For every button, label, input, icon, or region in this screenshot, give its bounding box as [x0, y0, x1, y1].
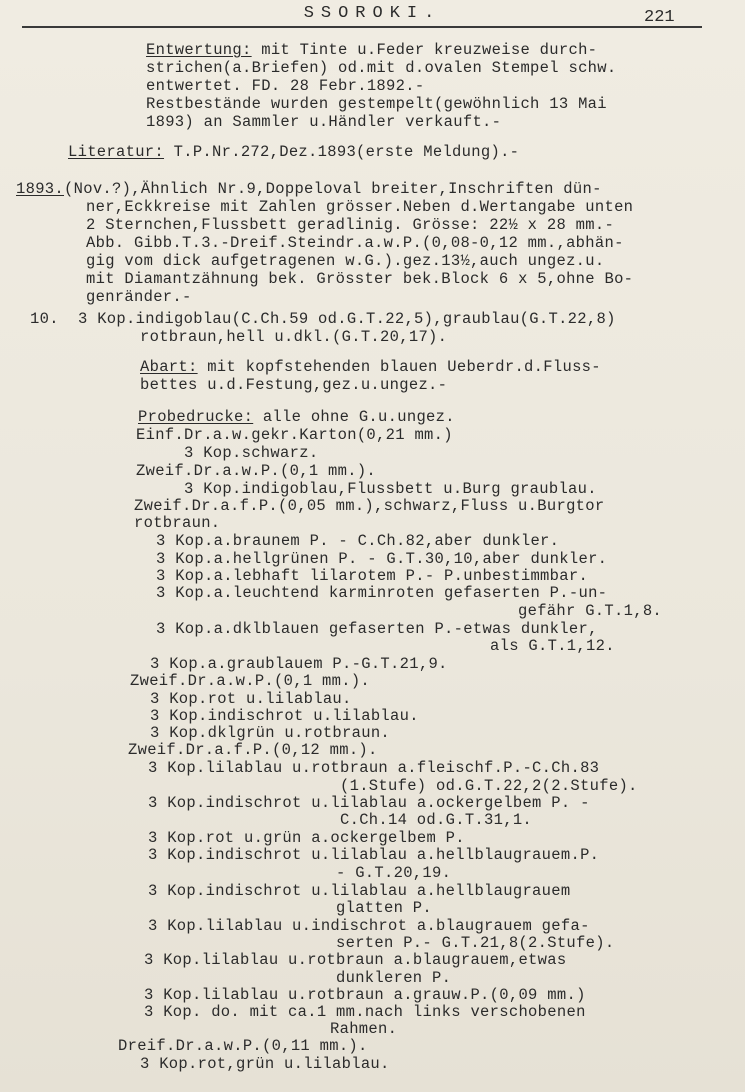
issue-year: 1893. — [16, 180, 65, 198]
probedrucke-line: 3 Kop.lilablau u.rotbraun a.grauw.P.(0,09 mm.) — [144, 986, 586, 1004]
probedrucke-line: gefähr G.T.1,8. — [518, 602, 663, 620]
probedrucke-label: Probedrucke: — [138, 408, 254, 426]
issue-line: 1893.(Nov.?),Ähnlich Nr.9,Doppeloval breiter,Inschriften dün- — [16, 180, 602, 198]
probedrucke-line: rotbraun. — [134, 514, 221, 532]
probedrucke-line: 3 Kop.a.dklblauen gefaserten P.-etwas dunkler, — [156, 620, 598, 638]
probedrucke-line: Probedrucke: alle ohne G.u.ungez. — [138, 408, 455, 426]
literatur-label: Literatur: — [68, 143, 165, 161]
literatur-line: Literatur: T.P.Nr.272,Dez.1893(erste Meldung).- — [68, 143, 520, 161]
probedrucke-line: 3 Kop.schwarz. — [184, 444, 319, 462]
probedrucke-line: 3 Kop.lilablau u.indischrot a.blaugrauem gefa- — [148, 917, 590, 935]
probedrucke-line: 3 Kop.a.leuchtend karminroten gefaserten P.-un- — [156, 584, 608, 602]
probedrucke-line: 3 Kop.rot,grün u.lilablau. — [140, 1055, 390, 1073]
probedrucke-line: Zweif.Dr.a.f.P.(0,05 mm.),schwarz,Fluss u.Burgtor — [134, 497, 605, 515]
entwertung-line: Entwertung: mit Tinte u.Feder kreuzweise durch- — [146, 41, 598, 59]
entwertung-line: strichen(a.Briefen) od.mit d.ovalen Stempel schw. — [146, 59, 617, 77]
probedrucke-line: 3 Kop.dklgrün u.rotbraun. — [150, 724, 391, 742]
entwertung-line: 1893) an Sammler u.Händler verkauft.- — [146, 113, 502, 131]
item-number: 10. — [30, 310, 59, 328]
probedrucke-line: serten P.- G.T.21,8(2.Stufe). — [336, 934, 615, 952]
entwertung-label: Entwertung: — [146, 41, 252, 59]
item-line: 3 Kop.indigoblau(C.Ch.59 od.G.T.22,5),graublau(G.T.22,8) — [78, 310, 616, 328]
probedrucke-line: 3 Kop.rot u.lilablau. — [150, 690, 352, 708]
page-header-title: SSOROKI. — [303, 4, 442, 23]
abart-line: bettes u.d.Festung,gez.u.ungez.- — [140, 376, 448, 394]
probedrucke-line: 3 Kop.lilablau u.rotbraun a.fleischf.P.-C.Ch.83 — [148, 759, 600, 777]
probedrucke-line: (1.Stufe) od.G.T.22,2(2.Stufe). — [340, 777, 638, 795]
probedrucke-line: 3 Kop.indischrot u.lilablau a.hellblaugrauem — [148, 882, 571, 900]
issue-line: ner,Eckkreise mit Zahlen grösser.Neben d.Wertangabe unten — [86, 198, 634, 216]
probedrucke-line: 3 Kop.a.hellgrünen P. - G.T.30,10,aber dunkler. — [156, 550, 608, 568]
probedrucke-line: Rahmen. — [330, 1020, 398, 1038]
entwertung-line: entwertet. FD. 28 Febr.1892.- — [146, 77, 425, 95]
probedrucke-line: 3 Kop.indischrot u.lilablau. — [150, 707, 419, 725]
probedrucke-line: 3 Kop.a.lebhaft lilarotem P.- P.unbestimmbar. — [156, 567, 589, 585]
page-number: 221 — [644, 8, 675, 27]
probedrucke-line: 3 Kop.lilablau u.rotbraun a.blaugrauem,etwas — [144, 951, 567, 969]
probedrucke-line: C.Ch.14 od.G.T.31,1. — [340, 811, 533, 829]
probedrucke-line: 3 Kop. do. mit ca.1 mm.nach links verschobenen — [144, 1003, 586, 1021]
probedrucke-line: Einf.Dr.a.w.gekr.Karton(0,21 mm.) — [136, 426, 453, 444]
probedrucke-line: Zweif.Dr.a.w.P.(0,1 mm.). — [136, 462, 377, 480]
issue-line: mit Diamantzähnung bek. Grösster bek.Block 6 x 5,ohne Bo- — [86, 270, 634, 288]
item-line: rotbraun,hell u.dkl.(G.T.20,17). — [140, 328, 448, 346]
probedrucke-line: Dreif.Dr.a.w.P.(0,11 mm.). — [118, 1037, 368, 1055]
entwertung-line: Restbestände wurden gestempelt(gewöhnlich 13 Mai — [146, 95, 607, 113]
abart-label: Abart: — [140, 358, 198, 376]
probedrucke-line: Zweif.Dr.a.f.P.(0,12 mm.). — [128, 741, 378, 759]
abart-line: Abart: mit kopfstehenden blauen Ueberdr.d.Fluss- — [140, 358, 601, 376]
probedrucke-line: glatten P. — [336, 899, 433, 917]
probedrucke-line: Zweif.Dr.a.w.P.(0,1 mm.). — [130, 672, 371, 690]
issue-line: Abb. Gibb.T.3.-Dreif.Steindr.a.w.P.(0,08-0,12 mm.,abhän- — [86, 234, 624, 252]
probedrucke-line: 3 Kop.a.braunem P. - C.Ch.82,aber dunkler. — [156, 532, 560, 550]
probedrucke-line: 3 Kop.indigoblau,Flussbett u.Burg graublau. — [184, 480, 597, 498]
probedrucke-line: 3 Kop.indischrot u.lilablau a.hellblaugrauem.P. — [148, 846, 600, 864]
probedrucke-line: dunkleren P. — [336, 969, 452, 987]
header-rule — [22, 26, 702, 28]
probedrucke-line: - G.T.20,19. — [336, 864, 452, 882]
probedrucke-line: als G.T.1,12. — [490, 637, 615, 655]
probedrucke-line: 3 Kop.indischrot u.lilablau a.ockergelbem P. - — [148, 794, 590, 812]
probedrucke-line: 3 Kop.a.graublauem P.-G.T.21,9. — [150, 655, 448, 673]
issue-line: 2 Sternchen,Flussbett geradlinig. Grösse: 22½ x 28 mm.- — [86, 216, 615, 234]
probedrucke-line: 3 Kop.rot u.grün a.ockergelbem P. — [148, 829, 465, 847]
issue-line: gig vom dick aufgetragenen w.G.).gez.13½,auch ungez.u. — [86, 252, 605, 270]
issue-line: genränder.- — [86, 288, 192, 306]
